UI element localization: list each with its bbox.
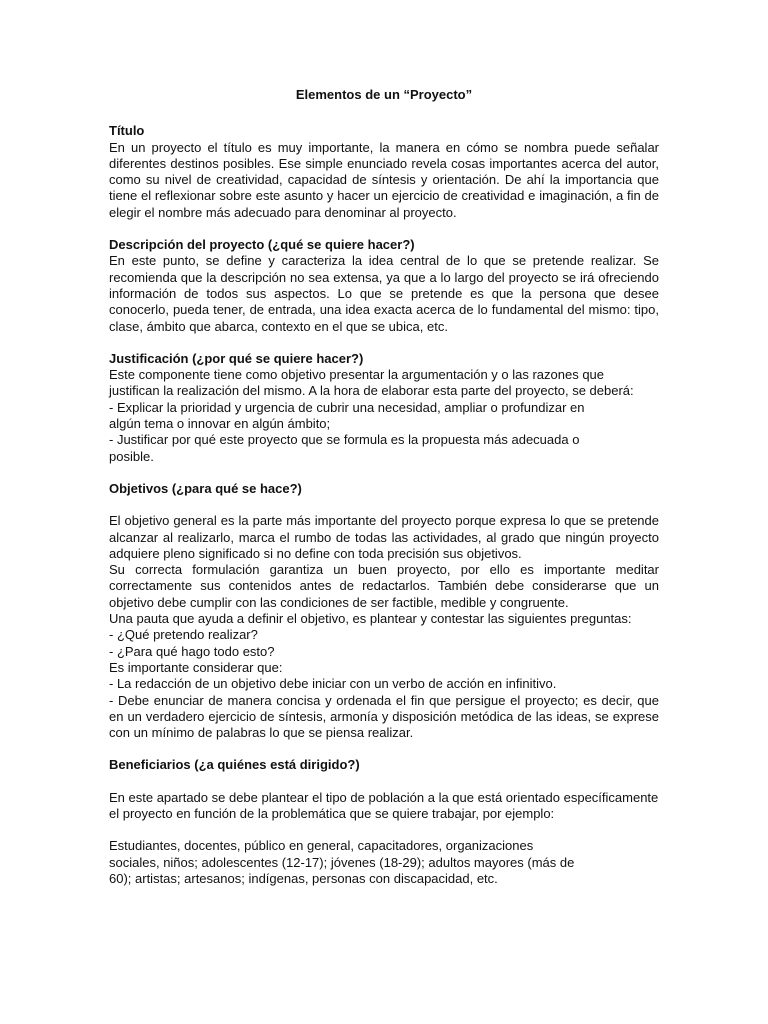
document-title: Elementos de un “Proyecto”: [295, 87, 473, 102]
objetivos-line-4: Es importante considerar que:: [109, 659, 283, 675]
document-page: [109, 87, 659, 903]
section-beneficiarios: [109, 757, 659, 887]
beneficiarios-line: 60); artistas; artesanos; indígenas, personas con discapacidad, etc.: [109, 870, 498, 886]
section-titulo: [109, 123, 659, 221]
objetivos-line-3: - ¿Para qué hago todo esto?: [109, 643, 275, 659]
spacer: [109, 774, 659, 790]
spacer: [109, 497, 659, 513]
objetivos-paragraph-1: El objetivo general es la parte más importante del proyecto porque expresa lo que se pretende alcanzar al realizarlo, marca el rumbo de todas las actividades, al grado que ningún proyecto adquiere pleno significado si no define con toda precisión sus objetivos.: [109, 513, 659, 561]
beneficiarios-line: Estudiantes, docentes, público en general, capacitadores, organizaciones: [109, 838, 534, 854]
section-descripcion: [109, 237, 659, 335]
objetivos-line-5: - La redacción de un objetivo debe iniciar con un verbo de acción en infinitivo.: [109, 676, 557, 692]
section-heading-titulo: Título: [109, 123, 145, 139]
justificacion-line: Este componente tiene como objetivo presentar la argumentación y o las razones que: [109, 367, 605, 383]
objetivos-paragraph-3: - Debe enunciar de manera concisa y ordenada el fin que persigue el proyecto; es decir, que en un verdadero ejercicio de síntesis, armonía y disposición metódica de las ideas, se exprese con un mínimo de palabras lo que se piensa realizar.: [109, 692, 659, 741]
section-paragraph-titulo: En un proyecto el título es muy importante, la manera en cómo se nombra puede señalar diferentes destinos posibles. Ese simple enunciado revela cosas importantes acerca del autor, como su nivel de creatividad, capacidad de síntesis y orientación. De ahí la importancia que tiene el reflexionar sobre este asunto y hacer un ejercicio de creatividad e imaginación, a fin de elegir el nombre más adecuado para denominar al proyecto.: [109, 139, 659, 220]
beneficiarios-line: sociales, niños; adolescentes (12-17); jóvenes (18-29); adultos mayores (más de: [109, 854, 575, 870]
justificacion-line: posible.: [109, 448, 154, 464]
justificacion-line: - Justificar por qué este proyecto que se formula es la propuesta más adecuada o: [109, 432, 580, 448]
section-heading-beneficiarios: Beneficiarios (¿a quiénes está dirigido?): [109, 757, 360, 773]
objetivos-line-2: - ¿Qué pretendo realizar?: [109, 627, 258, 643]
section-justificacion: [109, 351, 659, 465]
justificacion-line: justifican la realización del mismo. A la hora de elaborar esta parte del proyecto, se deberá:: [109, 383, 634, 399]
section-heading-justificacion: Justificación (¿por qué se quiere hacer?): [109, 350, 364, 366]
section-heading-descripcion: Descripción del proyecto (¿qué se quiere hacer?): [109, 237, 415, 253]
spacer: [109, 822, 659, 838]
objetivos-line-1: Una pauta que ayuda a definir el objetivo, es plantear y contestar las siguientes preguntas:: [109, 611, 632, 627]
section-paragraph-descripcion: En este punto, se define y caracteriza la idea central de lo que se pretende realizar. Se recomienda que la descripción no sea extensa, ya que a lo largo del proyecto se irá ofreciendo información de todos sus aspectos. Lo que se pretende es que la persona que desee conocerlo, pueda tener, de entrada, una idea exacta acerca de lo fundamental del mismo: tipo, clase, ámbito que abarca, contexto en el que se ubica, etc.: [109, 253, 659, 334]
justificacion-line: algún tema o innovar en algún ámbito;: [109, 416, 331, 432]
section-objetivos: [109, 481, 659, 741]
justificacion-line: - Explicar la prioridad y urgencia de cubrir una necesidad, ampliar o profundizar en: [109, 399, 585, 415]
objetivos-paragraph-2: Su correcta formulación garantiza un buen proyecto, por ello es importante meditar correctamente sus contenidos antes de redactarlos. También debe considerarse que un objetivo debe cumplir con las condiciones de ser factible, medible y congruente.: [109, 562, 659, 610]
beneficiarios-paragraph: En este apartado se debe plantear el tipo de población a la que está orientado específicamente el proyecto en función de la problemática que se quiere trabajar, por ejemplo:: [109, 789, 659, 821]
section-heading-objetivos: Objetivos (¿para qué se hace?): [109, 480, 302, 496]
